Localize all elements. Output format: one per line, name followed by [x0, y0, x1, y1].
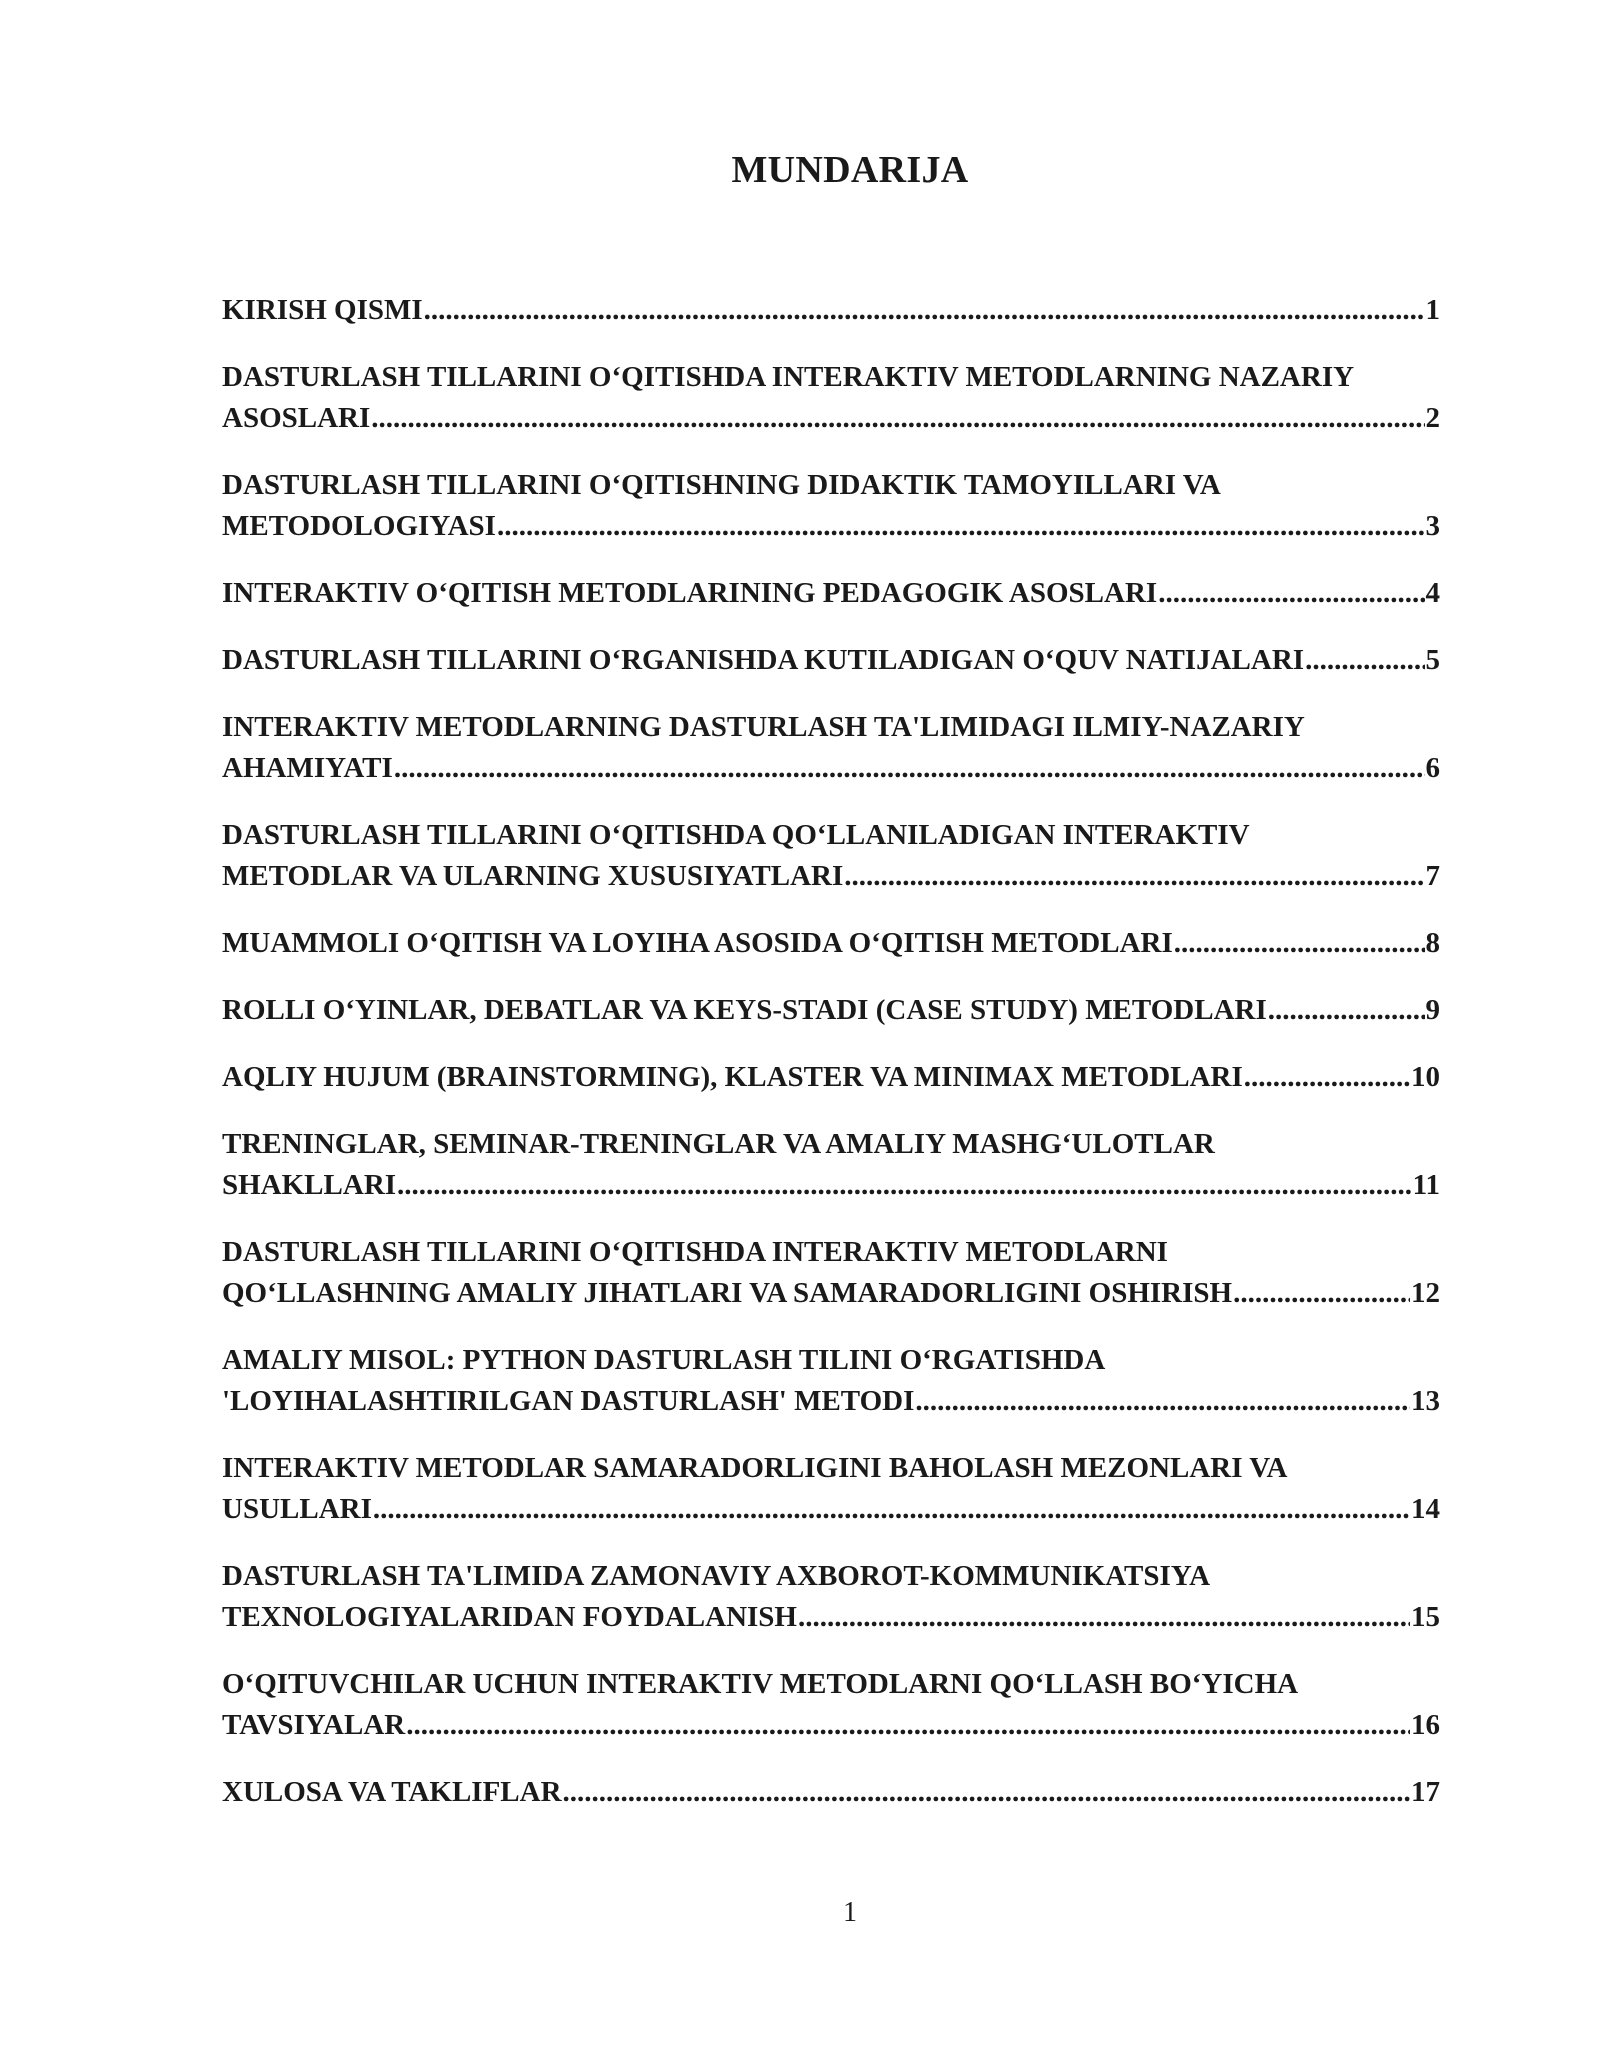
toc-entry-title: QO‘LLASHNING AMALIY JIHATLARI VA SAMARADORLIGINI OSHIRISH — [222, 1277, 1233, 1309]
toc-entry-line — [222, 1448, 1440, 1489]
toc-entry[interactable] — [222, 1124, 1440, 1206]
toc-entry-title: TAVSIYALAR — [222, 1709, 406, 1741]
toc-entry-title: O‘QITUVCHILAR UCHUN INTERAKTIV METODLARNI QO‘LLASH BO‘YICHA — [222, 1668, 1299, 1700]
toc-page-number: 2 — [1425, 402, 1440, 434]
dot-leader — [1305, 640, 1424, 681]
toc-entry-title: 'LOYIHALASHTIRILGAN DASTURLASH' METODI — [222, 1385, 915, 1417]
toc-entry[interactable] — [222, 707, 1440, 789]
toc-entry[interactable] — [222, 1340, 1440, 1422]
toc-entry-line-last — [222, 1705, 1440, 1746]
toc-page-number: 3 — [1425, 510, 1440, 542]
toc-entry-line — [222, 707, 1440, 748]
toc-page-number: 1 — [1425, 294, 1440, 326]
toc-entry-title: DASTURLASH TILLARINI O‘RGANISHDA KUTILADIGAN O‘QUV NATIJALARI — [222, 644, 1305, 676]
toc-entry-line-last — [222, 640, 1440, 681]
toc-entry-line-last — [222, 398, 1440, 439]
toc-page-number: 17 — [1411, 1776, 1440, 1808]
toc-entry-line-last — [222, 290, 1440, 331]
toc-page-number: 9 — [1425, 994, 1440, 1026]
dot-leader — [394, 748, 1425, 789]
toc-entry-title: ASOSLARI — [222, 402, 371, 434]
toc-entry-title: METODLAR VA ULARNING XUSUSIYATLARI — [222, 860, 844, 892]
toc-entry[interactable] — [222, 1232, 1440, 1314]
toc-page-number: 16 — [1411, 1709, 1440, 1741]
dot-leader — [1174, 923, 1425, 964]
toc-entry[interactable] — [222, 1772, 1440, 1813]
toc-entry-line-last — [222, 923, 1440, 964]
toc-entry-line — [222, 1124, 1440, 1165]
toc-entry[interactable] — [222, 465, 1440, 547]
toc-entry-title: TRENINGLAR, SEMINAR-TRENINGLAR VA AMALIY MASHG‘ULOTLAR — [222, 1128, 1215, 1160]
toc-entry-line — [222, 465, 1440, 506]
toc-entry-line-last — [222, 1165, 1440, 1206]
toc-entry-line-last — [222, 1273, 1440, 1314]
toc-page-number: 11 — [1412, 1169, 1440, 1201]
toc-page-number: 10 — [1411, 1061, 1440, 1093]
dot-leader — [1244, 1057, 1410, 1098]
toc-entry[interactable] — [222, 1556, 1440, 1638]
toc-page-number: 7 — [1425, 860, 1440, 892]
toc-entry-title: DASTURLASH TA'LIMIDA ZAMONAVIY AXBOROT-KOMMUNIKATSIYA — [222, 1560, 1211, 1592]
toc-entry-title: METODOLOGIYASI — [222, 510, 496, 542]
dot-leader — [798, 1597, 1410, 1638]
toc-entry[interactable] — [222, 640, 1440, 681]
toc-entry-title: ROLLI O‘YINLAR, DEBATLAR VA KEYS-STADI (CASE STUDY) METODLARI — [222, 994, 1267, 1026]
dot-leader — [397, 1165, 1412, 1206]
toc-entry-line-last — [222, 856, 1440, 897]
dot-leader — [424, 290, 1425, 331]
toc-entry-title: INTERAKTIV METODLARNING DASTURLASH TA'LIMIDAGI ILMIY-NAZARIY — [222, 711, 1305, 743]
toc-entry-title: TEXNOLOGIYALARIDAN FOYDALANISH — [222, 1601, 797, 1633]
page-number: 1 — [843, 1897, 857, 1928]
toc-page-number: 15 — [1411, 1601, 1440, 1633]
toc-page-number: 13 — [1411, 1385, 1440, 1417]
toc-entry[interactable] — [222, 290, 1440, 331]
toc-entry-title: INTERAKTIV O‘QITISH METODLARINING PEDAGOGIK ASOSLARI — [222, 577, 1158, 609]
dot-leader — [844, 856, 1424, 897]
toc-entry-line-last — [222, 1772, 1440, 1813]
dot-leader — [1233, 1273, 1410, 1314]
toc-entry-title: MUAMMOLI O‘QITISH VA LOYIHA ASOSIDA O‘QITISH METODLARI — [222, 927, 1173, 959]
toc-page-number: 8 — [1425, 927, 1440, 959]
toc-entry-line — [222, 1664, 1440, 1705]
toc-entry-line — [222, 357, 1440, 398]
dot-leader — [1158, 573, 1424, 614]
toc-entry-line-last — [222, 990, 1440, 1031]
toc-page-number: 14 — [1411, 1493, 1440, 1525]
toc-entry-line — [222, 1556, 1440, 1597]
toc-entry-line — [222, 1340, 1440, 1381]
toc-entry[interactable] — [222, 1664, 1440, 1746]
toc-entry-line-last — [222, 1489, 1440, 1530]
dot-leader — [406, 1705, 1410, 1746]
toc-entry-title: USULLARI — [222, 1493, 372, 1525]
table-of-contents — [222, 290, 1440, 1839]
toc-entry-title: INTERAKTIV METODLAR SAMARADORLIGINI BAHOLASH MEZONLARI VA — [222, 1452, 1288, 1484]
toc-entry-line-last — [222, 748, 1440, 789]
toc-page-number: 6 — [1425, 752, 1440, 784]
toc-page-number: 12 — [1411, 1277, 1440, 1309]
toc-entry-line-last — [222, 1597, 1440, 1638]
toc-entry-line — [222, 1232, 1440, 1273]
toc-entry-line-last — [222, 1057, 1440, 1098]
toc-page-number: 4 — [1425, 577, 1440, 609]
page-title: MUNDARIJA — [731, 149, 969, 191]
toc-entry[interactable] — [222, 1057, 1440, 1098]
toc-entry-title: XULOSA VA TAKLIFLAR — [222, 1776, 562, 1808]
toc-entry-title: DASTURLASH TILLARINI O‘QITISHDA INTERAKTIV METODLARNI — [222, 1236, 1168, 1268]
toc-entry[interactable] — [222, 990, 1440, 1031]
toc-entry-title: DASTURLASH TILLARINI O‘QITISHDA QO‘LLANILADIGAN INTERAKTIV — [222, 819, 1250, 851]
dot-leader — [1268, 990, 1425, 1031]
toc-entry-title: KIRISH QISMI — [222, 294, 423, 326]
toc-entry-line-last — [222, 506, 1440, 547]
toc-entry-line-last — [222, 573, 1440, 614]
toc-entry-title: DASTURLASH TILLARINI O‘QITISHNING DIDAKTIK TAMOYILLARI VA — [222, 469, 1221, 501]
toc-page-number: 5 — [1425, 644, 1440, 676]
toc-entry-title: AHAMIYATI — [222, 752, 393, 784]
toc-entry[interactable] — [222, 815, 1440, 897]
toc-entry-title: AQLIY HUJUM (BRAINSTORMING), KLASTER VA MINIMAX METODLARI — [222, 1061, 1243, 1093]
toc-entry-title: AMALIY MISOL: PYTHON DASTURLASH TILINI O‘RGATISHDA — [222, 1344, 1106, 1376]
toc-entry-title: SHAKLLARI — [222, 1169, 397, 1201]
toc-entry-line — [222, 815, 1440, 856]
toc-entry-title: DASTURLASH TILLARINI O‘QITISHDA INTERAKTIV METODLARNING NAZARIY — [222, 361, 1355, 393]
dot-leader — [373, 1489, 1410, 1530]
toc-entry[interactable] — [222, 1448, 1440, 1530]
dot-leader — [497, 506, 1425, 547]
toc-entry[interactable] — [222, 357, 1440, 439]
dot-leader — [371, 398, 1424, 439]
dot-leader — [915, 1381, 1410, 1422]
dot-leader — [563, 1772, 1410, 1813]
toc-entry-line-last — [222, 1381, 1440, 1422]
toc-entry[interactable] — [222, 923, 1440, 964]
toc-entry[interactable] — [222, 573, 1440, 614]
